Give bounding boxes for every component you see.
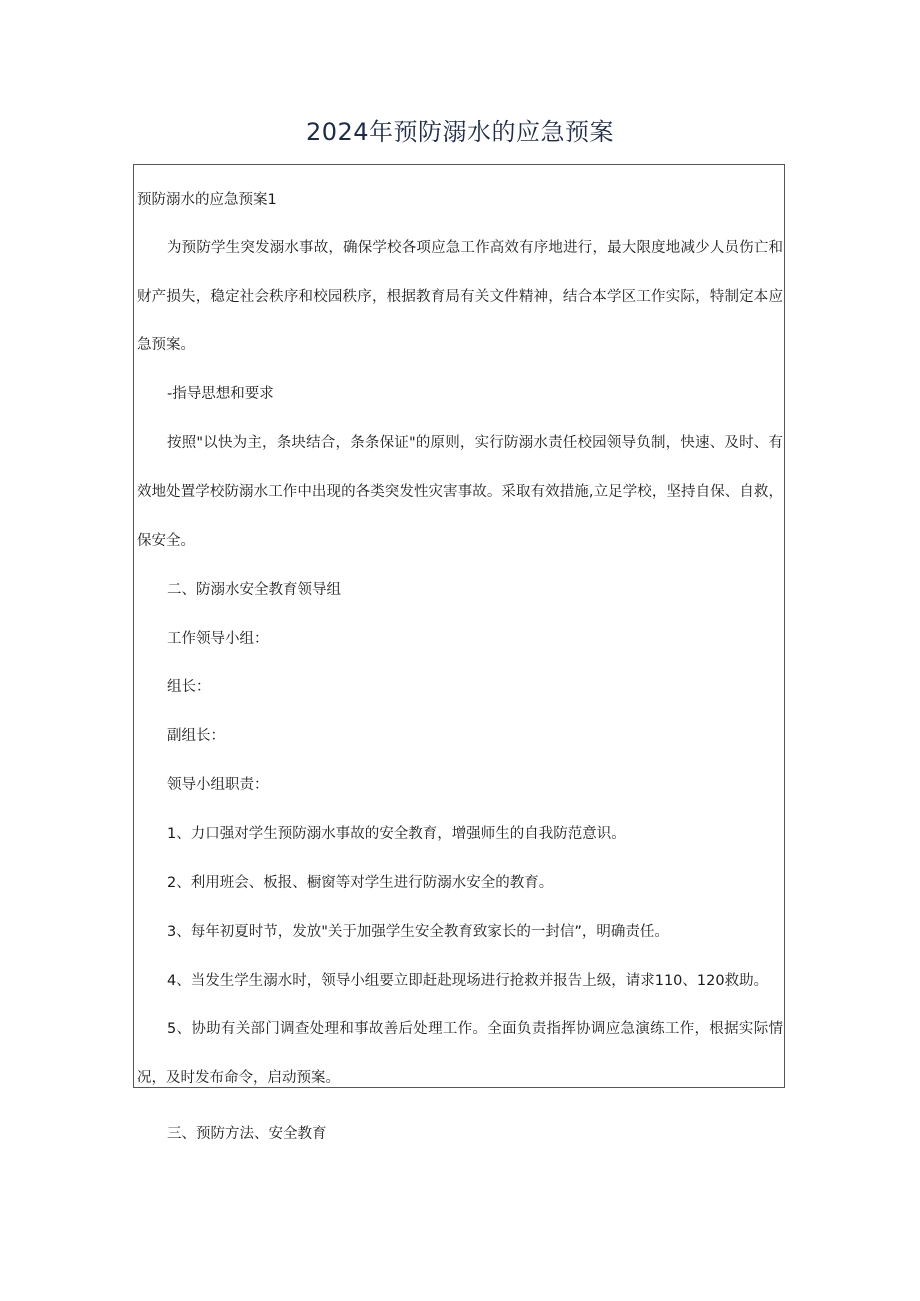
section2-heading: 二、防溺水安全教育领导组 — [167, 582, 341, 598]
plan-heading: 预防溺水的应急预案1 — [137, 192, 277, 208]
section3-heading: 三、预防方法、安全教育 — [167, 1126, 327, 1142]
document-title: 2024年预防溺水的应急预案 — [305, 118, 615, 146]
leader-label: 组长： — [167, 679, 211, 695]
intro-line-3: 急预案。 — [137, 337, 195, 353]
section1-heading: -指导思想和要求 — [167, 386, 274, 402]
section1-line-3: 保安全。 — [137, 533, 195, 549]
duty-item-4: 4、当发生学生溺水时，领导小组要立即赶赴现场进行抢救并报告上级，请求110、120救助。 — [167, 973, 769, 989]
duties-label: 领导小组职责： — [167, 777, 269, 793]
duty-item-3: 3、每年初夏时节，发放"关于加强学生安全教育致家长的一封信”，明确责任。 — [167, 924, 669, 940]
duty-item-2: 2、利用班会、板报、橱窗等对学生进行防溺水安全的教育。 — [167, 875, 554, 891]
intro-line-1: 为预防学生突发溺水事故，确保学校各项应急工作高效有序地进行，最大限度地减少人员伤亡和 — [167, 240, 783, 256]
section1-line-1: 按照"以快为主，条块结合，条条保证"的原则，实行防溺水责任校园领导负制，快速、及时、有 — [167, 435, 783, 451]
duty-item-5-line-2: 况，及时发布命令，启动预案。 — [137, 1070, 340, 1086]
section1-line-2: 效地处置学校防溺水工作中出现的各类突发性灾害事故。采取有效措施,立足学校，坚持自保、自救， — [137, 484, 783, 500]
intro-line-2: 财产损失，稳定社会秩序和校园秩序，根据教育局有关文件精神，结合本学区工作实际，特制定本应 — [137, 289, 783, 305]
duty-item-5-line-1: 5、协助有关部门调查处理和事故善后处理工作。全面负责指挥协调应急演练工作，根据实际情 — [167, 1021, 783, 1037]
group-title: 工作领导小组： — [167, 631, 269, 647]
deputy-label: 副组长： — [167, 728, 225, 744]
duty-item-1: 1、力口强对学生预防溺水事故的安全教育，增强师生的自我防范意识。 — [167, 826, 626, 842]
